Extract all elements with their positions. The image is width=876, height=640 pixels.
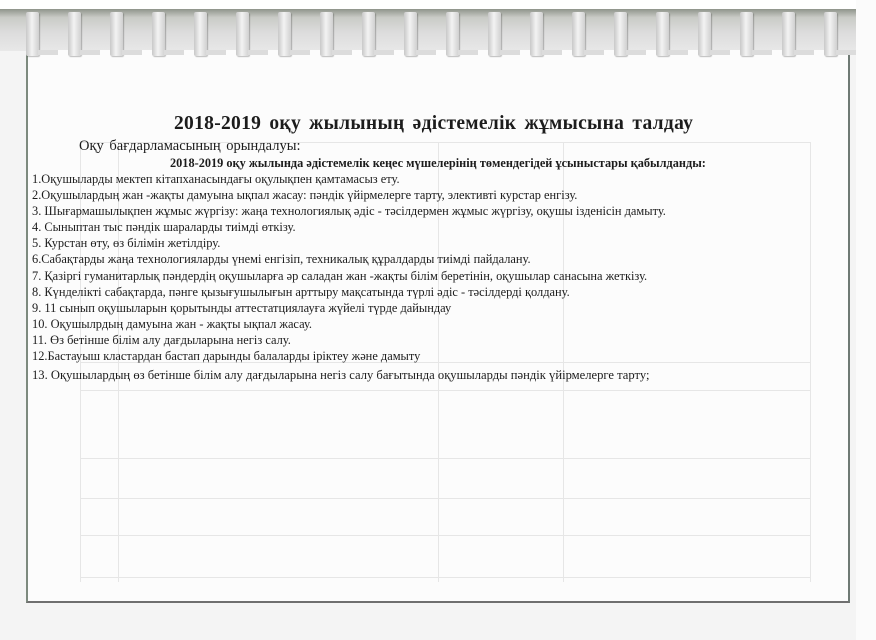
show-through-line: [80, 390, 810, 391]
binding-hole: [332, 50, 352, 55]
binding-hole: [500, 50, 520, 55]
list-item: 2.Оқушылардың жан -жақты дамуына ықпал жасау: пәндік үйірмелерге тарту, элективті курстар енгізу.: [32, 188, 578, 203]
show-through-line: [80, 535, 810, 536]
binding-hole: [710, 50, 730, 55]
spiral-binding: [0, 9, 856, 51]
list-item: 6.Сабақтарды жаңа технологияларды үнемі енгізіп, техникалық құралдарды тиімді пайдалану.: [32, 252, 531, 267]
list-item: 4. Сыныптан тыс пәндік шараларды тиімді өткізу.: [32, 220, 296, 235]
document-subtitle: Оқу бағдарламасының орындалуы:: [79, 138, 301, 154]
list-item: 8. Күнделікті сабақтарда, пәнге қызығушылығын арттыру мақсатында түрлі әдіс - тәсілдерді қолдану.: [32, 284, 570, 299]
binding-hole: [290, 50, 310, 55]
list-item: 5. Курстан өту, өз білімін жетілдіру.: [32, 236, 221, 251]
list-item: 13. Оқушылардың өз бетінше білім алу дағдыларына негіз салу бағытында оқушыларды пәндік үйірмелерге тарту;: [32, 368, 650, 383]
list-item: 9. 11 сынып оқушыларын қорытынды аттестатциялауға жүйелі түрде дайындау: [32, 300, 452, 315]
decision-heading: 2018-2019 оқу жылында әдістемелік кеңес мүшелерінің төмендегідей ұсыныстары қабылданды:: [170, 156, 706, 170]
show-through-line: [80, 458, 810, 459]
binding-hole: [374, 50, 394, 55]
scan-right-margin: [856, 0, 876, 640]
document-title: 2018-2019 оқу жылының әдістемелік жұмысына талдау: [174, 113, 694, 134]
binding-hole: [206, 50, 226, 55]
scan-top-margin: [0, 0, 876, 9]
list-item: 10. Оқушылрдың дамуына жан - жақты ықпал жасау.: [32, 316, 313, 331]
binding-hole: [80, 50, 100, 55]
binding-hole: [794, 50, 814, 55]
show-through-line: [80, 577, 810, 578]
binding-hole: [164, 50, 184, 55]
list-item: 11. Өз бетінше білім алу дағдыларына негіз салу.: [32, 332, 291, 347]
show-through-line: [80, 498, 810, 499]
binding-hole: [584, 50, 604, 55]
list-item: 7. Қазіргі гуманитарлық пәндердің оқушыларға әр саладан жан -жақты білім беретінін, оқушылар санасына жеткізу.: [32, 268, 648, 283]
binding-hole: [416, 50, 436, 55]
binding-hole: [122, 50, 142, 55]
binding-hole: [38, 50, 58, 55]
recommendations-list: [32, 171, 666, 383]
binding-hole: [458, 50, 478, 55]
binding-hole: [668, 50, 688, 55]
show-through-line: [810, 142, 811, 582]
binding-hole: [626, 50, 646, 55]
list-item: 3. Шығармашылықпен жұмыс жүргізу: жаңа технологиялық әдіс - тәсілдермен жұмыс жүргізу, оқушы ізденісін дамыту.: [32, 204, 666, 219]
binding-hole: [752, 50, 772, 55]
list-item: 12.Бастауыш кластардан бастап дарынды балаларды іріктеу және дамыту: [32, 349, 421, 364]
binding-hole: [248, 50, 268, 55]
list-item: 1.Оқушыларды мектеп кітапханасындағы оқулықпен қамтамасыз ету.: [32, 172, 400, 186]
binding-hole: [836, 50, 856, 55]
binding-hole: [542, 50, 562, 55]
